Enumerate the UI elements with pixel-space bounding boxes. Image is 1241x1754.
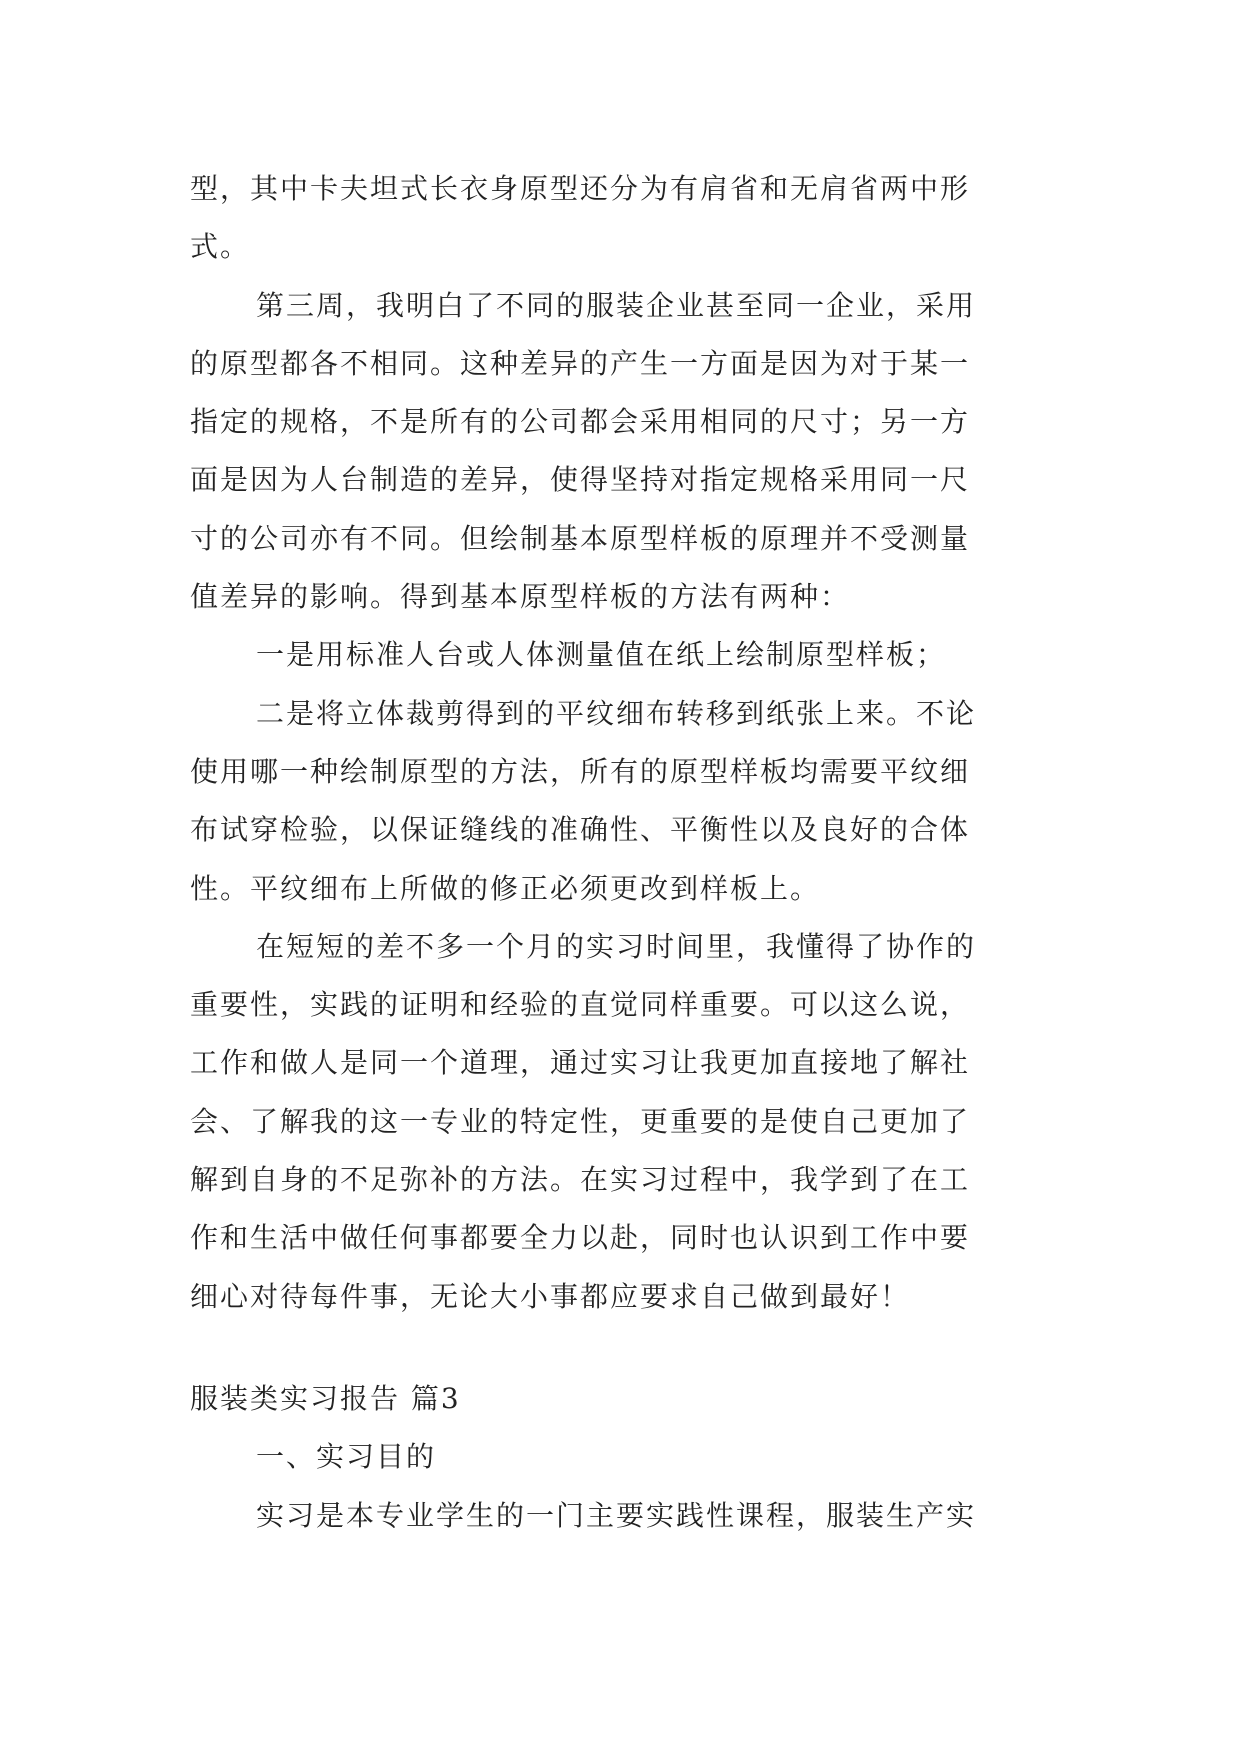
section-spacer xyxy=(190,1326,1060,1370)
text-line: 型，其中卡夫坦式长衣身原型还分为有肩省和无肩省两中形 xyxy=(190,172,971,205)
paragraph xyxy=(190,160,1060,277)
text-line: 寸的公司亦有不同。但绘制基本原型样板的原理并不受测量 xyxy=(190,521,971,555)
text-line: 工作和做人是同一个道理，通过实习让我更加直接地了解社 xyxy=(190,1046,971,1080)
section-title: 服装类实习报告 篇3 xyxy=(190,1381,461,1415)
text-line: 二是将立体裁剪得到的平纹细布转移到纸张上来。不论 xyxy=(256,696,977,730)
text-line: 会、了解我的这一专业的特定性，更重要的是使自己更加了 xyxy=(190,1104,971,1138)
paragraph xyxy=(190,918,1060,1326)
paragraph xyxy=(190,685,1060,918)
document-body xyxy=(190,160,1060,1545)
text-line: 面是因为人台制造的差异，使得坚持对指定规格采用同一尺 xyxy=(190,463,971,497)
text-line: 指定的规格，不是所有的公司都会采用相同的尺寸；另一方 xyxy=(190,405,971,439)
text-line: 性。平纹细布上所做的修正必须更改到样板上。 xyxy=(190,871,821,905)
paragraph xyxy=(190,626,1060,684)
text-line: 解到自身的不足弥补的方法。在实习过程中，我学到了在工 xyxy=(190,1163,971,1197)
text-line: 的原型都各不相同。这种差异的产生一方面是因为对于某一 xyxy=(190,346,971,380)
text-line: 在短短的差不多一个月的实习时间里，我懂得了协作的 xyxy=(256,929,977,963)
paragraph xyxy=(190,277,1060,627)
text-line: 布试穿检验，以保证缝线的准确性、平衡性以及良好的合体 xyxy=(190,813,971,847)
text-line: 式。 xyxy=(190,230,251,264)
text-line: 一是用标准人台或人体测量值在纸上绘制原型样板； xyxy=(256,638,947,672)
text-line: 使用哪一种绘制原型的方法，所有的原型样板均需要平纹细 xyxy=(190,754,971,788)
text-line: 第三周，我明白了不同的服装企业甚至同一企业，采用 xyxy=(256,288,977,322)
text-line: 值差异的影响。得到基本原型样板的方法有两种： xyxy=(190,580,851,614)
text-line: 作和生活中做任何事都要全力以赴，同时也认识到工作中要 xyxy=(190,1221,971,1255)
section-subheading: 一、实习目的 xyxy=(256,1440,437,1474)
text-line: 重要性，实践的证明和经验的直觉同样重要。可以这么说， xyxy=(190,988,971,1022)
text-line: 实习是本专业学生的一门主要实践性课程，服装生产实 xyxy=(256,1498,977,1532)
text-line: 细心对待每件事，无论大小事都应要求自己做到最好！ xyxy=(190,1279,911,1313)
